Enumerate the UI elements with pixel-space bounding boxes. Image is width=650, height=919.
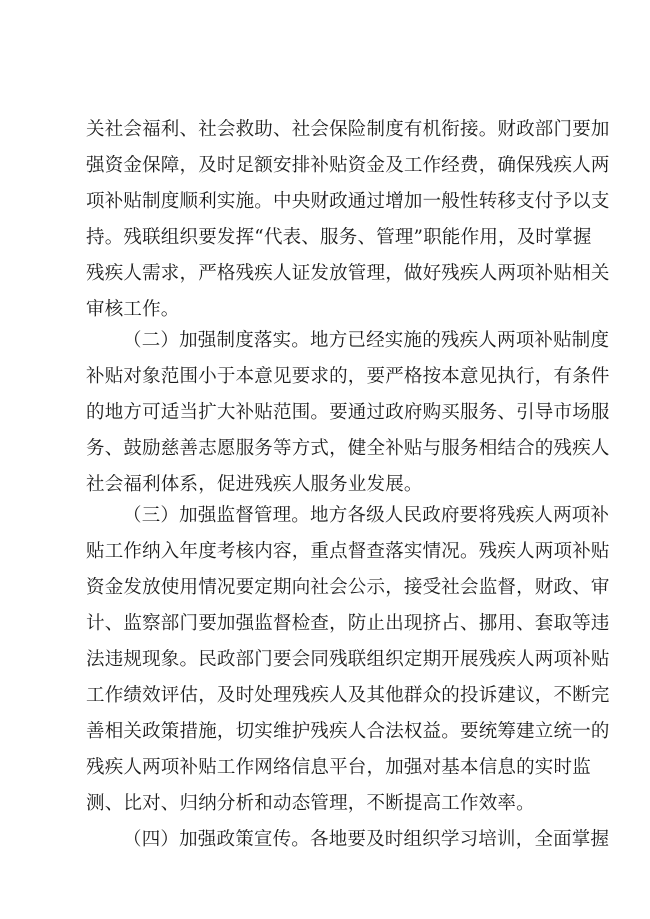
text-line: 贴工作纳入年度考核内容，重点督查落实情况。残疾人两项补贴 <box>86 541 610 562</box>
text-line: （四）加强政策宣传。各地要及时组织学习培训，全面掌握 <box>123 829 610 850</box>
text-line: 残疾人两项补贴工作网络信息平台，加强对基本信息的实时监 <box>86 757 591 778</box>
text-line: 善相关政策措施，切实维护残疾人合法权益。要统筹建立统一的 <box>86 721 610 742</box>
text-line: 法违规现象。民政部门要会同残联组织定期开展残疾人两项补贴 <box>86 649 610 670</box>
text-line: 强资金保障，及时足额安排补贴资金及工作经费，确保残疾人两 <box>86 155 610 176</box>
text-line: 务、鼓励慈善志愿服务等方式，健全补贴与服务相结合的残疾人 <box>86 438 610 459</box>
text-line: 工作绩效评估，及时处理残疾人及其他群众的投诉建议，不断完 <box>86 685 610 706</box>
text-line: 资金发放使用情况要定期向社会公示，接受社会监督，财政、审 <box>86 577 610 598</box>
text-line: 关社会福利、社会救助、社会保险制度有机衔接。财政部门要加 <box>86 119 610 140</box>
text-line: 补贴对象范围小于本意见要求的，要严格按本意见执行，有条件 <box>86 366 610 387</box>
text-line: 残疾人需求，严格残疾人证发放管理，做好残疾人两项补贴相关 <box>86 263 610 284</box>
text-line: 社会福利体系，促进残疾人服务业发展。 <box>86 474 423 495</box>
text-line: 的地方可适当扩大补贴范围。要通过政府购买服务、引导市场服 <box>86 402 610 423</box>
text-line: （三）加强监督管理。地方各级人民政府要将残疾人两项补 <box>123 505 610 526</box>
text-line: （二）加强制度落实。地方已经实施的残疾人两项补贴制度 <box>123 330 610 351</box>
text-line: 审核工作。 <box>86 299 180 320</box>
text-line: 测、比对、归纳分析和动态管理，不断提高工作效率。 <box>86 793 535 814</box>
text-line: 持。残联组织要发挥“代表、服务、管理”职能作用，及时掌握 <box>86 227 592 248</box>
text-line: 项补贴制度顺利实施。中央财政通过增加一般性转移支付予以支 <box>86 191 610 212</box>
text-line: 计、监察部门要加强监督检查，防止出现挤占、挪用、套取等违 <box>86 613 610 634</box>
